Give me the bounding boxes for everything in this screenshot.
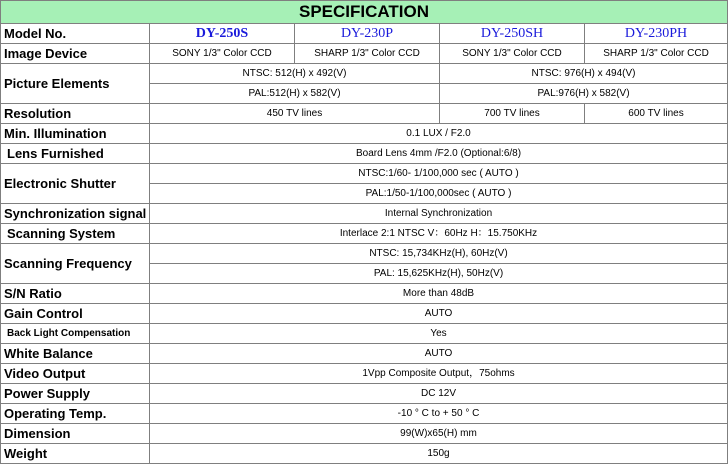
shutter-ntsc-value: NTSC:1/60- 1/100,000 sec ( AUTO ) bbox=[150, 164, 728, 184]
white-balance-label: White Balance bbox=[1, 344, 150, 364]
image-device-value-3: SONY 1/3" Color CCD bbox=[440, 44, 585, 64]
model-row bbox=[1, 24, 728, 44]
weight-row bbox=[1, 444, 728, 464]
power-label: Power Supply bbox=[1, 384, 150, 404]
model-1: DY-250S bbox=[150, 24, 295, 44]
model-3: DY-250SH bbox=[440, 24, 585, 44]
sn-ratio-label: S/N Ratio bbox=[1, 284, 150, 304]
shutter-pal-value: PAL:1/50-1/100,000sec ( AUTO ) bbox=[150, 184, 728, 204]
resolution-value-3: 600 TV lines bbox=[585, 104, 728, 124]
model-4: DY-230PH bbox=[585, 24, 728, 44]
white-balance-row bbox=[1, 344, 728, 364]
image-device-label: Image Device bbox=[1, 44, 150, 64]
image-device-value-2: SHARP 1/3" Color CCD bbox=[295, 44, 440, 64]
dimension-label: Dimension bbox=[1, 424, 150, 444]
image-device-value-1: SONY 1/3" Color CCD bbox=[150, 44, 295, 64]
temp-label: Operating Temp. bbox=[1, 404, 150, 424]
gain-value: AUTO bbox=[150, 304, 728, 324]
resolution-value-2: 700 TV lines bbox=[440, 104, 585, 124]
sync-label: Synchronization signal bbox=[1, 204, 150, 224]
scanning-frequency-label: Scanning Frequency bbox=[1, 244, 150, 284]
lens-row bbox=[1, 144, 728, 164]
scanning-system-value: Interlace 2:1 NTSC V：60Hz H：15.750KHz bbox=[150, 224, 728, 244]
scanning-system-label: Scanning System bbox=[1, 224, 150, 244]
sn-ratio-value: More than 48dB bbox=[150, 284, 728, 304]
sync-row bbox=[1, 204, 728, 224]
image-device-row bbox=[1, 44, 728, 64]
dimension-row bbox=[1, 424, 728, 444]
blc-value: Yes bbox=[150, 324, 728, 344]
picture-elements-row-ntsc bbox=[1, 64, 728, 84]
title-row bbox=[1, 1, 728, 24]
shutter-label: Electronic Shutter bbox=[1, 164, 150, 204]
sync-value: Internal Synchronization bbox=[150, 204, 728, 224]
power-value: DC 12V bbox=[150, 384, 728, 404]
temp-value: -10 ° C to + 50 ° C bbox=[150, 404, 728, 424]
lens-value: Board Lens 4mm /F2.0 (Optional:6/8) bbox=[150, 144, 728, 164]
picture-elements-left-ntsc: NTSC: 512(H) x 492(V) bbox=[150, 64, 440, 84]
sn-ratio-row bbox=[1, 284, 728, 304]
video-output-label: Video Output bbox=[1, 364, 150, 384]
shutter-row-ntsc bbox=[1, 164, 728, 184]
weight-label: Weight bbox=[1, 444, 150, 464]
temp-row bbox=[1, 404, 728, 424]
table-title: SPECIFICATION bbox=[1, 1, 728, 24]
model-2: DY-230P bbox=[295, 24, 440, 44]
blc-label: Back Light Compensation bbox=[1, 324, 150, 344]
scanning-frequency-pal: PAL: 15,625KHz(H), 50Hz(V) bbox=[150, 264, 728, 284]
gain-row bbox=[1, 304, 728, 324]
scanning-system-row bbox=[1, 224, 728, 244]
resolution-label: Resolution bbox=[1, 104, 150, 124]
dimension-value: 99(W)x65(H) mm bbox=[150, 424, 728, 444]
blc-row bbox=[1, 324, 728, 344]
picture-elements-left-pal: PAL:512(H) x 582(V) bbox=[150, 84, 440, 104]
lens-label: Lens Furnished bbox=[1, 144, 150, 164]
video-output-row bbox=[1, 364, 728, 384]
picture-elements-right-ntsc: NTSC: 976(H) x 494(V) bbox=[440, 64, 728, 84]
scanning-frequency-row-ntsc bbox=[1, 244, 728, 264]
white-balance-value: AUTO bbox=[150, 344, 728, 364]
video-output-value: 1Vpp Composite Output，75ohms bbox=[150, 364, 728, 384]
resolution-row bbox=[1, 104, 728, 124]
model-label: Model No. bbox=[1, 24, 150, 44]
min-illumination-value: 0.1 LUX / F2.0 bbox=[150, 124, 728, 144]
weight-value: 150g bbox=[150, 444, 728, 464]
picture-elements-right-pal: PAL:976(H) x 582(V) bbox=[440, 84, 728, 104]
min-illumination-label: Min. Illumination bbox=[1, 124, 150, 144]
picture-elements-label: Picture Elements bbox=[1, 64, 150, 104]
image-device-value-4: SHARP 1/3" Color CCD bbox=[585, 44, 728, 64]
power-row bbox=[1, 384, 728, 404]
scanning-frequency-ntsc: NTSC: 15,734KHz(H), 60Hz(V) bbox=[150, 244, 728, 264]
gain-label: Gain Control bbox=[1, 304, 150, 324]
min-illumination-row bbox=[1, 124, 728, 144]
resolution-value-1: 450 TV lines bbox=[150, 104, 440, 124]
